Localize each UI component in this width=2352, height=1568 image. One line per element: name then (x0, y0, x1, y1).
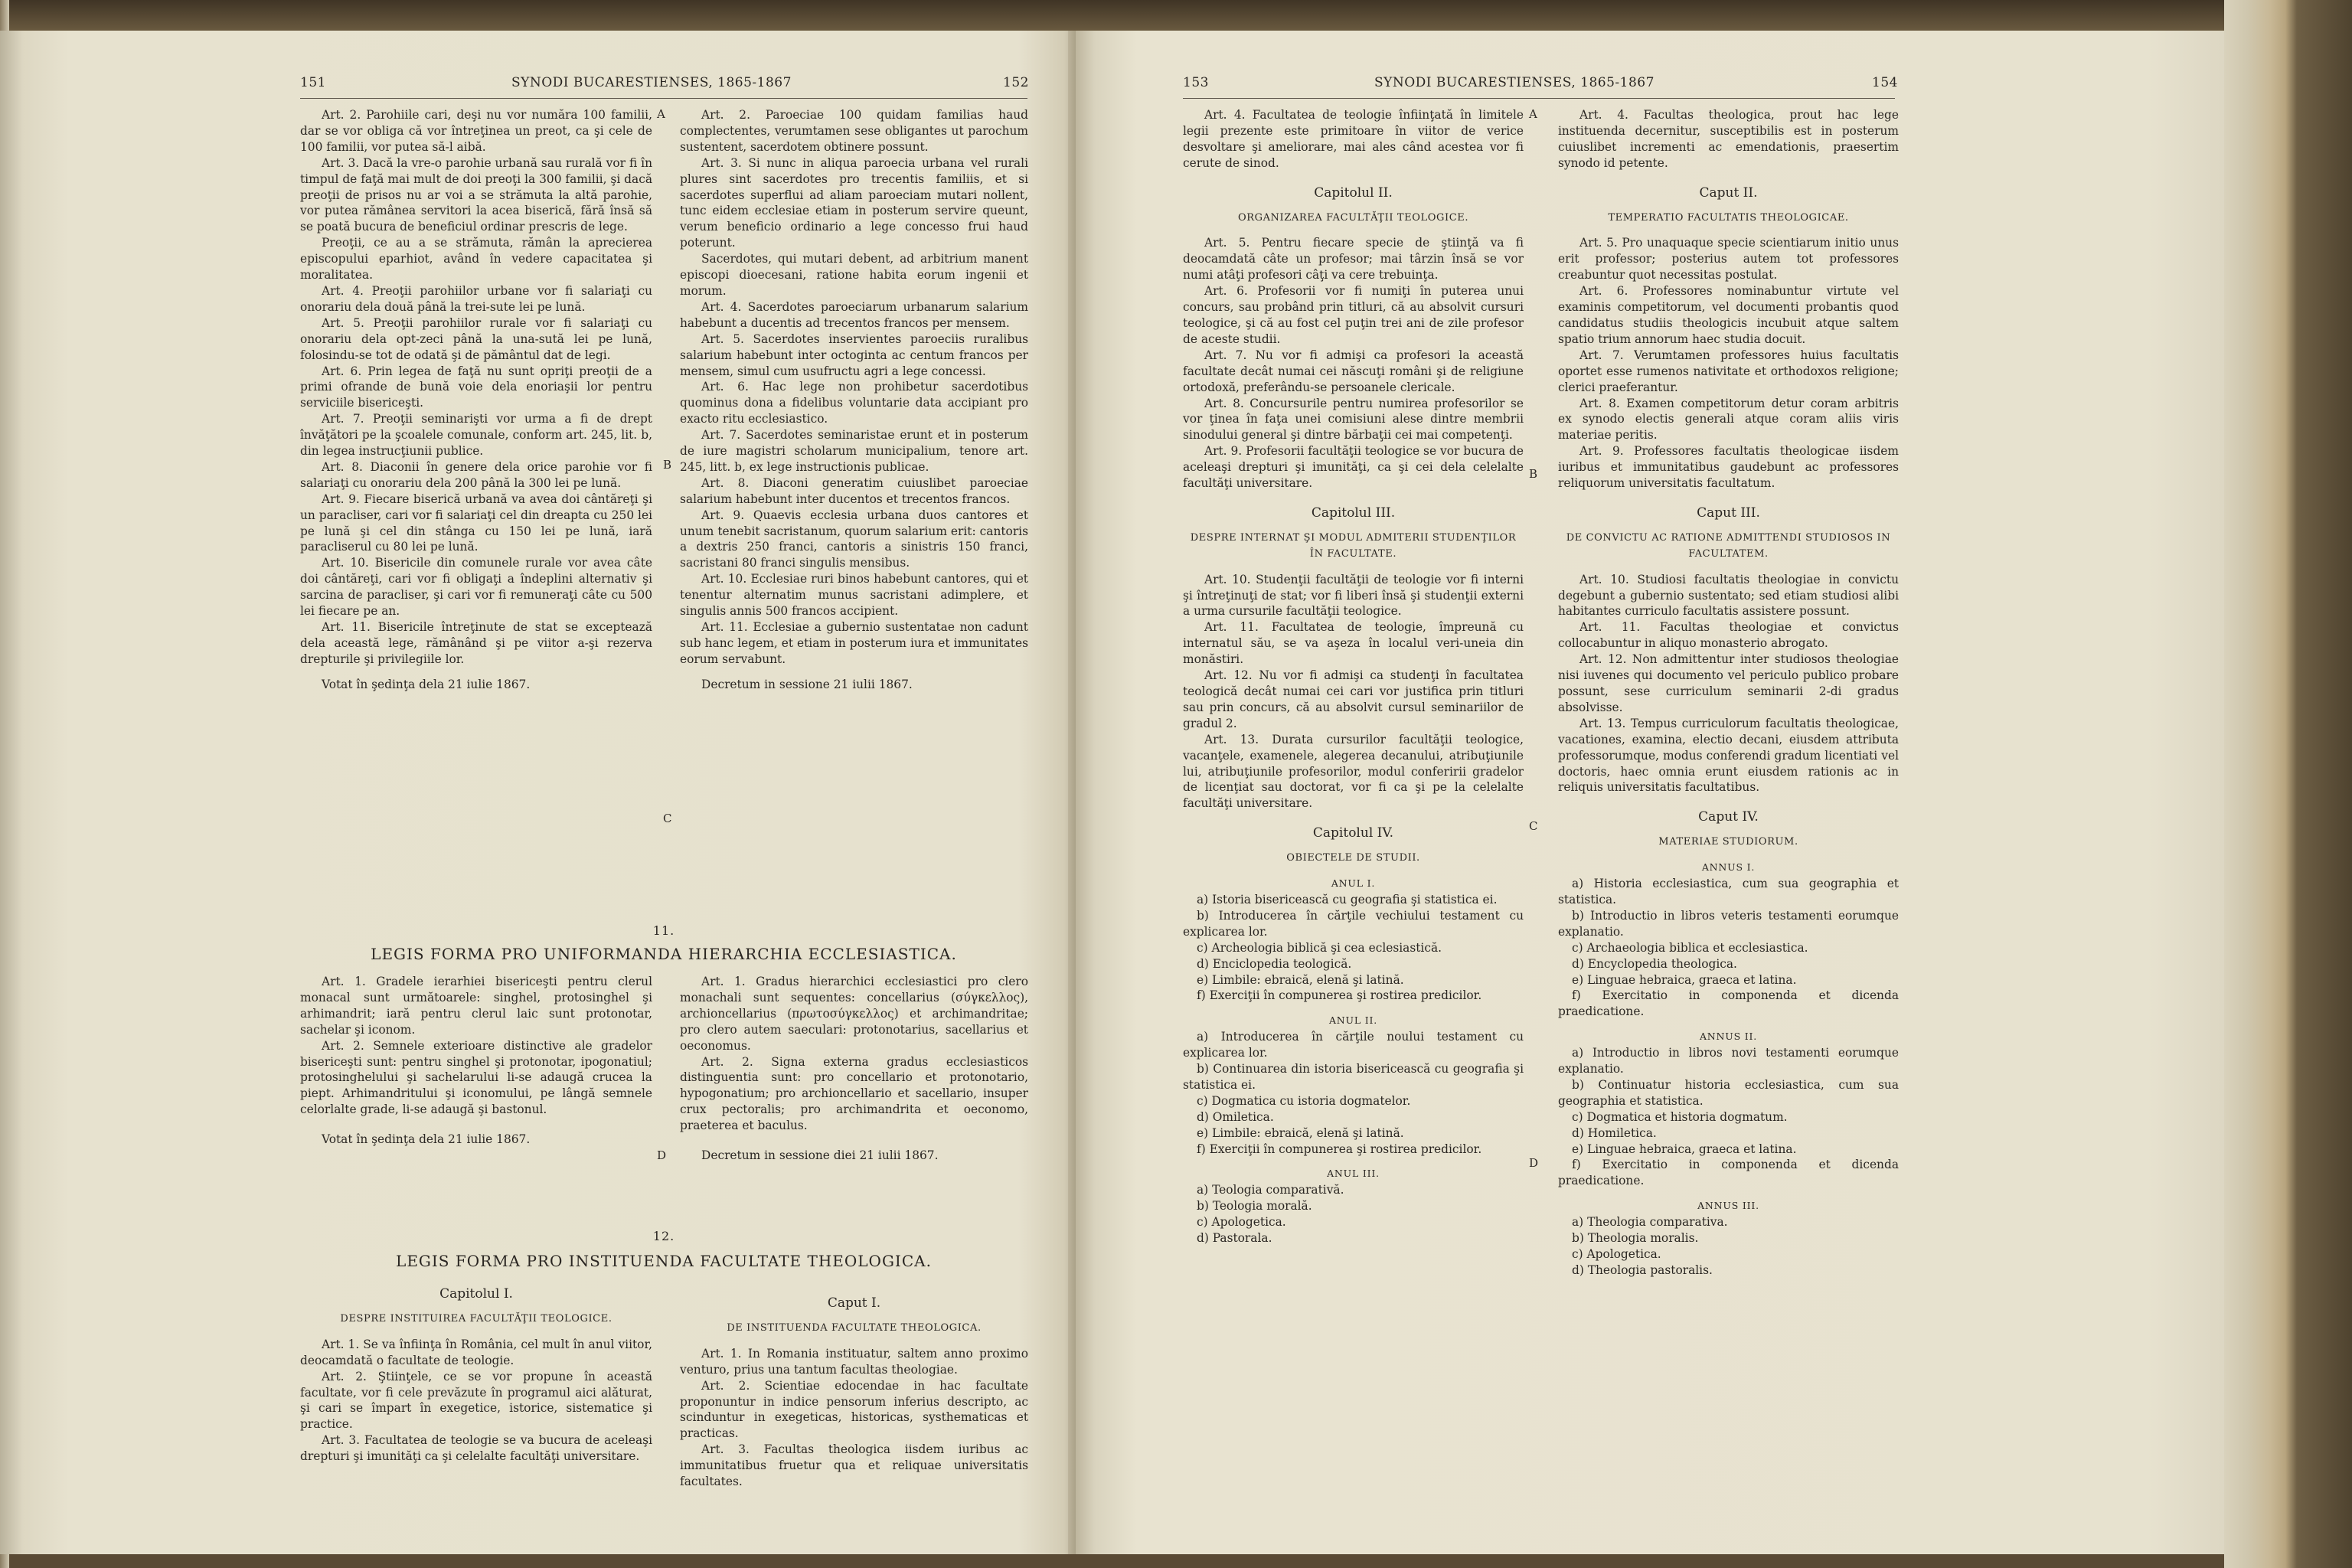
list-item: a) Introducerea în cărţile noului testament cu explicarea lor. (1183, 1030, 1524, 1060)
paragraph: Art. 7. Nu vor fi admişi ca profesori la această facultate decât numai cei născuţi români şi de religiune ortodoxă, preferându-se persoanele clericale. (1183, 348, 1524, 394)
year-heading: ANUL I. (1331, 877, 1376, 890)
paragraph: Art. 10. Studenţii facultăţii de teologie vor fi interni şi întreţinuţi de stat; vor fi liberi însă şi studenţii externi a urma cursurile facultăţii teologice. (1183, 572, 1524, 619)
paragraph: Preoţii, ce au a se strămuta, rămân la aprecierea episcopului eparhiot, având în vedere capacitatea şi moralitatea. (300, 236, 652, 283)
spacer (300, 1328, 652, 1337)
spacer (1558, 492, 1899, 505)
section11-title: LEGIS FORMA PRO UNIFORMANDA HIERARCHIA ECCLESIASTICA. (371, 945, 957, 963)
year-heading: ANNUS II. (1699, 1031, 1758, 1043)
spacer (1183, 226, 1524, 235)
margin-letter: A (1529, 107, 1537, 121)
chapter-title: MATERIAE STUDIORUM. (1658, 836, 1798, 848)
list-item: b) Theologia moralis. (1572, 1231, 1699, 1246)
section11-number: 11. (652, 923, 675, 938)
paragraph: Sacerdotes, qui mutari debent, ad arbitrium manent episcopi dioecesani, ratione habita eorum ingenii et morum. (680, 252, 1028, 298)
paragraph: Art. 9. Profesorii facultăţii teologice se vor bucura de aceleaşi drepturi şi imunităţi, ca şi cei dela celelalte facultăţi universitare. (1183, 444, 1524, 491)
spacer (1558, 201, 1899, 211)
paragraph: Art. 9. Quaevis ecclesia urbana duos cantores et unum tenebit sacristanum, quorum salarium erit: cantoris a dextris 250 franci, cantoris a sinistris 150 franci, sacristani 80 franci singulis mensibus. (680, 508, 1028, 570)
chapter-title: DESPRE INSTITUIREA FACULTĂŢII TEOLOGICE. (340, 1312, 612, 1325)
paragraph: Art. 11. Facultatea de teologie, împreună cu internatul său, se va aşeza în localul veri-uneia din monăstiri. (1183, 620, 1524, 667)
signoff: Votat în şedinţa dela 21 iulie 1867. (322, 1132, 531, 1147)
paragraph: Art. 8. Examen competitorum detur coram arbitris ex synodo electis generali atque coram aliis viris materiae peritis. (1558, 396, 1899, 443)
list-item: e) Limbile: ebraică, elenă şi latină. (1197, 1125, 1404, 1140)
paragraph: Art. 11. Facultas theologiae et convictus collocabuntur in aliquo monasterio abrogato. (1558, 620, 1899, 651)
signoff: Decretum in sessione 21 iulii 1867. (701, 677, 913, 691)
paragraph: Art. 8. Diaconii în genere dela orice parohie vor fi salariaţi cu onorariu dela 200 până la 300 lei pe lună. (300, 459, 652, 490)
paragraph: Art. 10. Bisericile din comunele rurale vor avea câte doi cântăreţi, cari vor fi obligaţi a îndeplini alternativ şi sarcina de paracliser, şi cari vor fi remuneraţi câte cu 500 lei fiecare pe an. (300, 556, 652, 619)
year-heading: ANNUS I. (1701, 861, 1756, 874)
left-page (0, 31, 1076, 1554)
spacer (680, 1312, 1028, 1321)
list-item: d) Theologia pastoralis. (1572, 1263, 1713, 1277)
paragraph: Art. 6. Professores nominabuntur virtute vel examinis competitorum, vel documenti probantis quod candidatus studiis theologicis incubuit atque saltem spatio trium annorum haec studia docuit. (1558, 284, 1899, 346)
list-item: e) Linguae hebraica, graeca et latina. (1572, 972, 1797, 987)
paragraph: Art. 3. Facultatea de teologie se va bucura de aceleaşi drepturi şi imunităţi ca şi celelalte facultăţi universitare. (300, 1433, 652, 1464)
list-item: b) Continuarea din istoria bisericească cu geografia şi statistica ei. (1183, 1062, 1524, 1092)
page-number: 151 (300, 75, 326, 90)
spacer (1558, 1020, 1899, 1029)
chapter-title: TEMPERATIO FACULTATIS THEOLOGICAE. (1608, 211, 1849, 224)
list-item: c) Apologetica. (1197, 1215, 1286, 1230)
paragraph: Art. 5. Sacerdotes inservientes paroeciis ruralibus salarium habebunt inter octoginta ac centum francos per mensem, simul cum usufructu agri a lege concessi. (680, 332, 1028, 378)
list-item: c) Dogmatica cu istoria dogmatelor. (1197, 1093, 1411, 1108)
page-number: 153 (1183, 75, 1209, 90)
chapter-heading: Capitolul IV. (1312, 825, 1394, 841)
page-number: 154 (1872, 75, 1898, 90)
paragraph: Art. 5. Preoţii parohiilor rurale vor fi salariaţi cu onorariu dela opt-zeci până la una-sută lei pe lună, folosindu-se tot de odată şi de pământul dat de legi. (300, 315, 652, 362)
chapter-heading: Capitolul I. (439, 1286, 513, 1302)
paragraph: Art. 10. Ecclesiae ruri binos habebunt cantores, qui et tenentur alternatim munus sacristani adimplere, et singulis annis 500 francos accipient. (680, 572, 1028, 619)
section12-romanian-column (300, 1286, 652, 1465)
paragraph: Art. 5. Pro unaquaque specie scientiarum initio unus erit professor; posterius autem tot professores creabuntur quot necessitas postulat. (1558, 236, 1899, 283)
paragraph: Art. 6. Prin legea de faţă nu sunt opriţi preoţii de a primi ofrande de bună voie dela enoriaşii lor pentru serviciile bisericeşti. (300, 364, 652, 410)
spacer (1558, 563, 1899, 572)
paragraph: Art. 6. Hac lege non prohibetur sacerdotibus quominus dona a fidelibus voluntarie data accipiant pro exacto ritu ecclesiastico. (680, 380, 1028, 426)
chapter-title: ORGANIZAREA FACULTĂŢII TEOLOGICE. (1237, 211, 1469, 224)
margin-letter: B (1529, 467, 1538, 481)
paragraph: Art. 6. Profesorii vor fi numiţi în puterea unui concurs, sau probând prin titluri, că au absolvit cursuri teologice, şi că au fost cel puţin trei ani de zile profesor de aceste studii. (1183, 284, 1524, 346)
paragraph: Art. 2. Signa externa gradus ecclesiasticos distinguentia sunt: pro concellario et protonotario, hypogonatium; pro archioncellario et sacellario, insuper crux pectoralis; pro archimandrita et oeconomo, praeterea et baculus. (680, 1054, 1028, 1133)
margin-letter: D (1529, 1156, 1539, 1170)
list-item: a) Teologia comparativă. (1197, 1183, 1344, 1197)
right-romanian-column (1183, 107, 1524, 1246)
chapter-heading: Caput III. (1697, 505, 1760, 521)
list-item: f) Exerciţii în compunerea şi rostirea predicilor. (1197, 988, 1482, 1003)
paragraph: Art. 8. Diaconi generatim cuiuslibet paroeciae salarium habebunt inter ducentos et trecentos francos. (680, 475, 1028, 506)
paragraph: Art. 1. In Romania instituatur, saltem anno proximo venturo, prius una tantum facultas theologiae. (680, 1346, 1028, 1377)
paragraph: Art. 13. Durata cursurilor facultăţii teologice, vacanţele, examenele, alegerea decanului, atribuţiunile lui, atribuţiunile profesorilor, modul conferirii gradelor de licenţiat sau doctorat, vor fi ca şi pe la celelalte facultăţi universitare. (1183, 732, 1524, 811)
paragraph: Art. 1. Gradus hierarchici ecclesiastici pro clero monachali sunt sequentes: concellarius (σύγκελλος), archioncellarius (πρωτοσύγκελλος) et archimandritae; pro clero autem saeculari: protonotarius, sacellarius et oeconomus. (680, 975, 1028, 1053)
paragraph: Art. 13. Tempus curriculorum facultatis theologicae, vacationes, examina, electio decani, eiusdem attributa professorumque, modus conferendi gradum licentiati vel doctoris, haec omnia erunt eiusdem rationis ac in reliquis universitatis facultatibus. (1558, 716, 1899, 795)
paragraph: Art. 12. Non admittentur inter studiosos theologiae nisi iuvenes qui documento vel periculo publico probare possunt, sese curriculum seminarii 2-di gradus absolvisse. (1558, 652, 1899, 714)
section11-romanian-column (300, 974, 652, 1148)
spacer (680, 1337, 1028, 1346)
list-item: e) Limbile: ebraică, elenă şi latină. (1197, 972, 1404, 987)
spacer (1558, 1189, 1899, 1198)
margin-letter: C (663, 812, 672, 825)
paragraph: Art. 7. Verumtamen professores huius facultatis oportet esse rumenos nativitate et orthodoxos religione; clerici praeferantur. (1558, 348, 1899, 394)
paragraph: Art. 8. Concursurile pentru numirea profesorilor se vor ţinea în faţa unei comisiuni alese dintre membrii sinodului general şi dintre bărbaţii cei mai competenţi. (1183, 396, 1524, 443)
paragraph: Art. 2. Semnele exterioare distinctive ale gradelor bisericeşti sunt: pentru singhel şi protonotar, ipogonatiul; protosinghelului şi sachelarului li-se adaugă crucea la piept. Arhimandritului şi iconomului, pe lângă semnele celorlalte grade, li-se adaugă şi bastonul. (300, 1038, 652, 1117)
paragraph: Art. 10. Studiosi facultatis theologiae in convictu degebunt a gubernio sustentato; sed etiam studiosi alibi habitantes curriculo facultatis assistere possunt. (1558, 572, 1899, 619)
margin-letter: B (663, 458, 672, 472)
running-head: SYNODI BUCARESTIENSES, 1865-1867 (1374, 75, 1655, 90)
paragraph: Art. 12. Nu vor fi admişi ca studenţi în facultatea teologică decât numai cei cari vor justifica prin titluri sau prin concurs, că au absolvit cursul seminariilor de gradul 2. (1183, 668, 1524, 730)
paragraph: Art. 9. Professores facultatis theologicae iisdem iuribus et immunitatibus gaudebunt ac professores reliquorum universitatis facultatum. (1558, 444, 1899, 491)
list-item: d) Encyclopedia theologica. (1572, 956, 1737, 971)
section12-title: LEGIS FORMA PRO INSTITUENDA FACULTATE THEOLOGICA. (396, 1252, 932, 1270)
year-heading: ANUL II. (1328, 1014, 1378, 1027)
list-item: d) Pastorala. (1197, 1231, 1272, 1246)
list-item: f) Exercitatio in componenda et dicenda praedicatione. (1558, 1158, 1899, 1188)
spacer (300, 1302, 652, 1312)
paragraph: Art. 11. Bisericile întreţinute de stat se exceptează dela această lege, rămânând şi pe viitor a-şi rezerva drepturile şi privilegiile lor. (300, 620, 652, 666)
spacer (680, 1134, 1028, 1148)
margin-letter: D (657, 1148, 667, 1162)
list-item: d) Homiletica. (1572, 1125, 1657, 1140)
signoff: Votat în şedinţa dela 21 iulie 1867. (322, 677, 531, 691)
spacer (1183, 521, 1524, 531)
year-heading: ANUL III. (1327, 1168, 1380, 1180)
list-item: a) Theologia comparativa. (1572, 1215, 1728, 1230)
paragraph: Art. 1. Gradele ierarhiei bisericeşti pentru clerul monacal sunt următoarele: singhel, protosinghel şi arhimandrit; iară pentru clerul laic sunt protonotar, sachelar şi iconom. (300, 975, 652, 1037)
list-item: e) Linguae hebraica, graeca et latina. (1572, 1142, 1797, 1156)
list-item: c) Dogmatica et historia dogmatum. (1572, 1109, 1788, 1124)
paragraph: Art. 3. Dacă la vre-o parohie urbană sau rurală vor fi în timpul de faţă mai mult de doi preoţi la 300 familii, şi dacă preoţii de prisos nu ar voi a se strămuta la altă parohie, vor putea rămânea servitori la acea biserică, fără însă să se poată bucura de beneficiul ordinar prescris de lege. (300, 155, 652, 234)
paragraph: Art. 2. Scientiae edocendae in hac facultate proponuntur in indice pensorum inferius descripto, ac scinduntur in exegeticas, historicas, systhematicas et practicas. (680, 1378, 1028, 1441)
section12-number: 12. (652, 1229, 675, 1243)
right-latin-column (1558, 107, 1899, 1279)
spacer (1183, 492, 1524, 505)
book-top-edge (0, 0, 2228, 32)
section10-romanian-column (300, 107, 652, 693)
right-page (1076, 31, 2228, 1554)
spacer (300, 668, 652, 677)
spacer (1183, 201, 1524, 211)
list-item: d) Enciclopedia teologică. (1197, 956, 1352, 971)
running-head: SYNODI BUCARESTIENSES, 1865-1867 (511, 75, 792, 90)
list-item: a) Istoria bisericească cu geografia şi statistica ei. (1197, 892, 1498, 906)
list-item: b) Continuatur historia ecclesiastica, cum sua geographia et statistica. (1558, 1077, 1899, 1108)
paragraph: Art. 7. Preoţii seminarişti vor urma a fi de drept învăţători pe la şcoalele comunale, conform art. 245, lit. b, din legea instrucţiunii publice. (300, 412, 652, 459)
paragraph: Art. 4. Sacerdotes paroeciarum urbanarum salarium habebunt a ducentis ad trecentos francos per mensem. (680, 299, 1028, 330)
chapter-title: DE CONVICTU AC RATIONE ADMITTENDI STUDIOSOS IN FACULTATEM. (1566, 531, 1891, 560)
spacer (1183, 812, 1524, 825)
section12-latin-column (680, 1295, 1028, 1490)
list-item: f) Exerciţii în compunerea şi rostirea predicilor. (1197, 1142, 1482, 1156)
chapter-heading: Caput II. (1699, 185, 1758, 201)
section11-latin-column (680, 974, 1028, 1164)
page-number: 152 (1003, 75, 1029, 90)
list-item: b) Introducerea în cărţile vechiului testament cu explicarea lor. (1183, 908, 1524, 939)
paragraph: Art. 1. Se va înfiinţa în România, cel mult în anul viitor, deocamdată o facultate de teologie. (300, 1337, 652, 1367)
list-item: b) Teologia morală. (1197, 1199, 1312, 1214)
paragraph: Art. 11. Ecclesiae a gubernio sustentatae non cadunt sub hanc legem, et etiam in posterum iura et immunitates eorum servabunt. (680, 620, 1028, 666)
spacer (300, 1118, 652, 1132)
list-item: c) Apologetica. (1572, 1247, 1661, 1261)
list-item: c) Archeologia biblică şi cea eclesiastică. (1197, 940, 1442, 955)
signoff: Decretum in sessione diei 21 iulii 1867. (701, 1148, 939, 1163)
paragraph: Art. 4. Preoţii parohiilor urbane vor fi salariaţi cu onorariu dela două până la trei-sute lei pe lună. (300, 283, 652, 314)
spacer (1183, 841, 1524, 851)
paragraph: Art. 4. Facultas theologica, prout hac lege instituenda decernitur, susceptibilis est in posterum cuiuslibet incrementi ac emendationis, praesertim synodo id petente. (1558, 108, 1899, 170)
spacer (1558, 795, 1899, 809)
year-heading: ANNUS III. (1697, 1200, 1759, 1212)
paragraph: Art. 2. Parohiile cari, deşi nu vor număra 100 familii, dar se vor obliga că vor întreţinea un preot, ca şi cele de 100 familii, vor putea să-l aibă. (300, 108, 652, 154)
list-item: a) Introductio in libros novi testamenti eorumque explanatio. (1558, 1046, 1899, 1076)
margin-letter: C (1529, 819, 1538, 833)
spacer (1558, 172, 1899, 185)
list-item: f) Exercitatio in componenda et dicenda praedicatione. (1558, 988, 1899, 1019)
spacer (1558, 851, 1899, 860)
paragraph: Art. 5. Pentru fiecare specie de ştiinţă va fi deocamdată câte un profesor; mai târzin însă se vor numi atâţi profesori câţi va cere trebuinţa. (1183, 236, 1524, 283)
spacer (1558, 521, 1899, 531)
chapter-title: OBIECTELE DE STUDII. (1286, 852, 1420, 864)
list-item: c) Archaeologia biblica et ecclesiastica. (1572, 940, 1808, 955)
list-item: a) Historia ecclesiastica, cum sua geographia et statistica. (1558, 877, 1899, 906)
header-rule (300, 98, 1027, 99)
spacer (1183, 867, 1524, 876)
spacer (680, 668, 1028, 677)
spacer (1183, 563, 1524, 572)
list-item: d) Omiletica. (1197, 1109, 1274, 1124)
spacer (1183, 1004, 1524, 1013)
spacer (1183, 1157, 1524, 1166)
chapter-heading: Caput I. (827, 1295, 881, 1311)
paragraph: Art. 2. Ştiinţele, ce se vor propune în această facultate, vor fi cele prevăzute în programul aici alăturat, şi cari se împart în exegetice, istorice, sistematice şi practice. (300, 1369, 652, 1432)
paragraph: Art. 4. Facultatea de teologie înfiinţată în limitele legii prezente este primitoare în viitor de verice desvoltare şi ameliorare, mai ales când acestea vor fi cerute de sinod. (1183, 108, 1524, 170)
chapter-title: DE INSTITUENDA FACULTATE THEOLOGICA. (727, 1321, 982, 1334)
paragraph: Art. 7. Sacerdotes seminaristae erunt et in posterum de iure magistri scholarum municipalium, tenore art. 245, litt. b, ex lege instructionis publicae. (680, 428, 1028, 474)
section10-latin-column (680, 107, 1028, 693)
spacer (1558, 226, 1899, 235)
margin-letter: A (657, 107, 665, 121)
paragraph: Art. 2. Paroeciae 100 quidam familias haud complectentes, verumtamen sese obligantes ut parochum sustentent, sacerdotem obtinere possunt. (680, 108, 1028, 154)
spacer (1558, 825, 1899, 835)
header-rule (1183, 98, 1895, 99)
book-fore-edge (2224, 0, 2352, 1568)
chapter-heading: Capitolul III. (1311, 505, 1396, 521)
chapter-title: DESPRE INTERNAT ŞI MODUL ADMITERII STUDENŢILOR ÎN FACULTATE. (1190, 531, 1517, 560)
list-item: b) Introductio in libros veteris testamenti eorumque explanatio. (1558, 908, 1899, 939)
chapter-heading: Caput IV. (1698, 809, 1759, 825)
paragraph: Art. 9. Fiecare biserică urbană va avea doi cântăreţi şi un paracliser, cari vor fi salariaţi cel din dreapta cu 250 lei pe lună şi cel din stânga cu 150 lei pe lună, iară paracliserul cu 80 lei pe lună. (300, 492, 652, 554)
chapter-heading: Capitolul II. (1314, 185, 1393, 201)
paragraph: Art. 3. Facultas theologica iisdem iuribus ac immunitatibus fruetur qua et reliquae universitatis facultates. (680, 1442, 1028, 1489)
paragraph: Art. 3. Si nunc in aliqua paroecia urbana vel rurali plures sint sacerdotes pro trecentis familiis, et si sacerdotes superflui ad aliam paroeciam mutari nollent, tunc eidem ecclesiae etiam in posterum servire queunt, verum beneficio ordinario a lege concesso frui haud poterunt. (680, 155, 1028, 250)
spacer (1183, 172, 1524, 185)
